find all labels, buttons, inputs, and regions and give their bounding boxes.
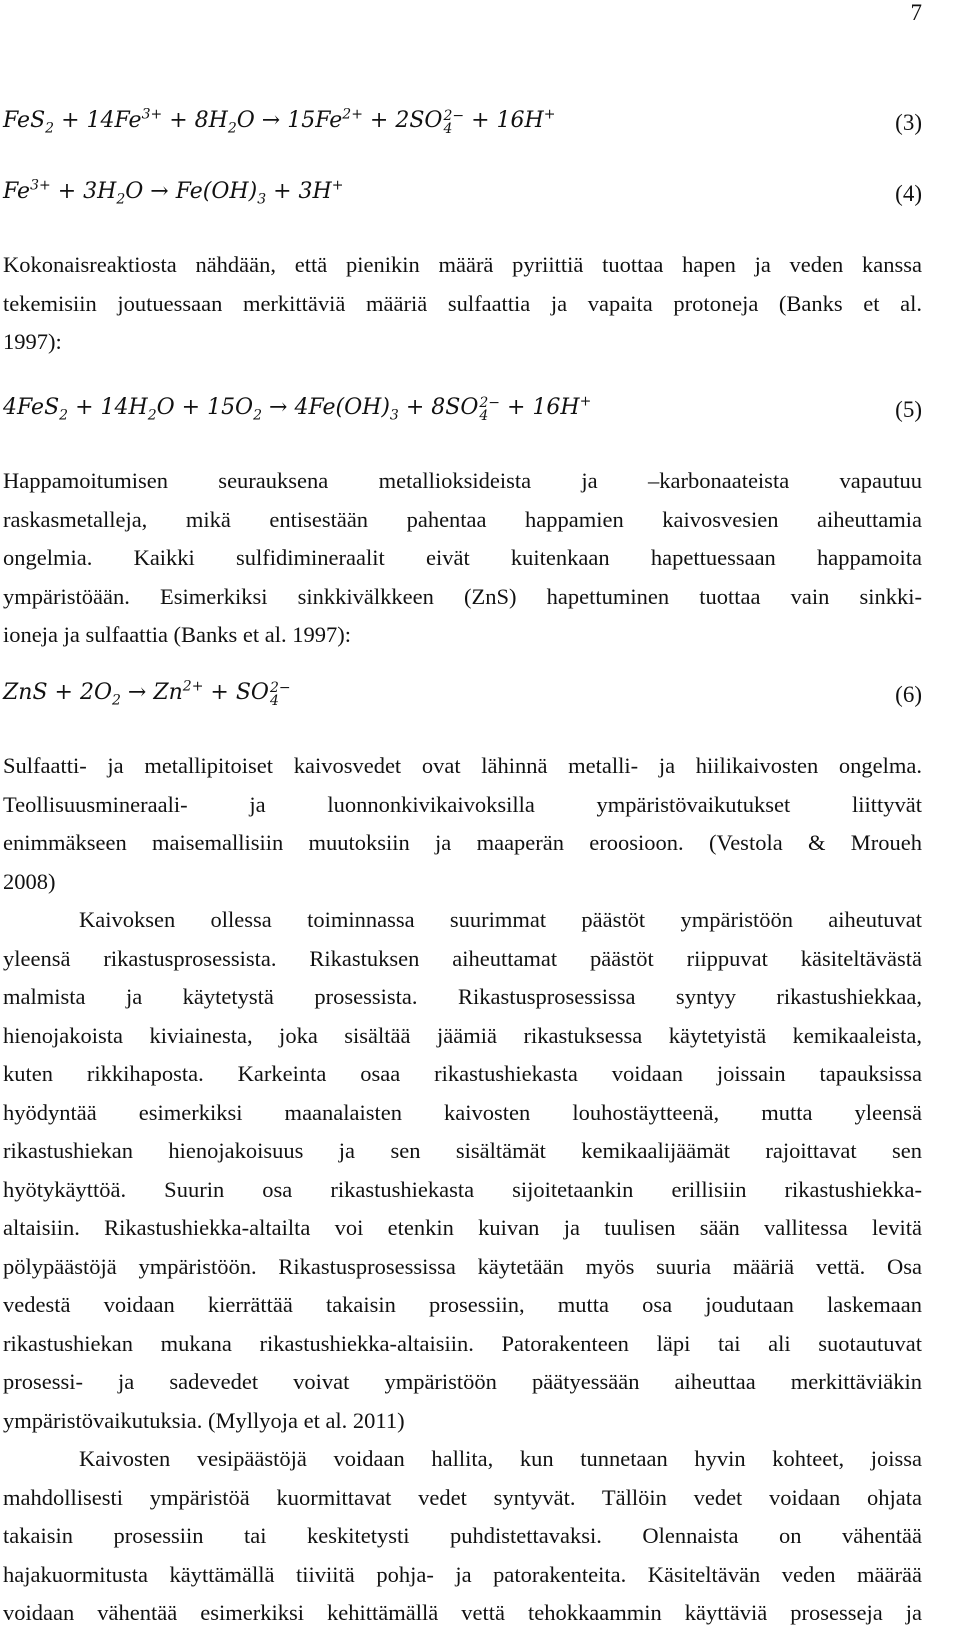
page-number: 7	[910, 0, 922, 25]
text-line: hienojakoista kiviainesta, joka sisältää jäämiä rikastuksessa käytetyistä kemikaaleista,	[3, 1022, 922, 1048]
text-line: yleensä rikastusprosessista. Rikastuksen aiheuttamat päästöt riippuvat käsiteltävästä	[3, 945, 922, 971]
equation-6	[3, 676, 922, 718]
text-line: ympäristöään. Esimerkiksi sinkkivälkkeen (ZnS) hapettuminen tuottaa vain sinkki-	[3, 583, 922, 609]
text-line: voidaan vähentää esimerkiksi kehittämällä vettä tehokkaammin käyttäviä prosesseja ja	[3, 1600, 922, 1625]
equation-4-formula: $Fe^{3+} + 3H_2O \to Fe(OH)_3 + 3H^+$	[3, 177, 344, 208]
equation-3	[3, 104, 922, 146]
text-line: kuten rikkihaposta. Karkeinta osaa rikastushiekasta voidaan joissain tapauksissa	[3, 1061, 922, 1086]
text-line: hyödyntää esimerkiksi maanalaisten kaivosten louhostäytteenä, mutta yleensä	[3, 1099, 922, 1125]
text-line: hajakuormitusta käyttämällä tiiviitä pohja- ja patorakenteita. Käsiteltävän veden määrää	[3, 1561, 922, 1587]
equation-3-number: (3)	[895, 110, 922, 135]
text-line: Sulfaatti- ja metallipitoiset kaivosvedet ovat lähinnä metalli- ja hiilikaivosten ongelma.	[3, 753, 922, 778]
text-line: Kaivoksen ollessa toiminnassa suurimmat päästöt ympäristöön aiheutuvat	[79, 907, 922, 932]
paragraph-1	[3, 246, 922, 362]
equation-5-formula: $4FeS_2 + 14H_2O + 15O_2 \to 4Fe(OH)_3 + 8SO$ 2− 4 + 16H+	[3, 393, 592, 424]
equation-3-formula: $FeS_2 + 14Fe^{3+} + 8H_2O \to 15Fe^{2+} + 2SO$ 2− 4 + 16H+	[3, 106, 556, 137]
paragraph-3	[3, 747, 922, 1633]
text-line: ympäristövaikutuksia. (Myllyoja et al. 2011)	[3, 1407, 405, 1433]
text-line: raskasmetalleja, mikä entisestään pahentaa happamien kaivosvesien aiheuttamia	[3, 506, 922, 532]
text-line: altaisiin. Rikastushiekka-altailta voi etenkin kuivan ja tuulisen sään vallitessa levitä	[3, 1215, 922, 1240]
text-line: Happamoitumisen seurauksena metallioksideista ja –karbonaateista vapautuu	[3, 468, 922, 493]
text-line: Kaivosten vesipäästöjä voidaan hallita, kun tunnetaan hyvin kohteet, joissa	[79, 1446, 922, 1471]
equation-5	[3, 391, 922, 433]
text-line: enimmäkseen maisemallisiin muutoksiin ja maaperän eroosioon. (Vestola & Mroueh	[3, 830, 922, 855]
equation-6-number: (6)	[895, 682, 922, 707]
text-line: Kokonaisreaktiosta nähdään, että pienikin määrä pyriittiä tuottaa hapen ja veden kanssa	[3, 252, 922, 277]
text-line: hyötykäyttöä. Suurin osa rikastushiekasta sijoitetaankin erillisiin rikastushiekka-	[3, 1176, 922, 1202]
text-line: ongelmia. Kaikki sulfidimineraalit eivät kuitenkaan hapettuessaan happamoita	[3, 545, 922, 570]
text-line: rikastushiekan mukana rikastushiekka-altaisiin. Patorakenteen läpi tai ali suotautuvat	[3, 1330, 922, 1356]
text-line: vedestä voidaan kierrättää takaisin prosessiin, mutta osa joudutaan laskemaan	[3, 1292, 922, 1317]
text-line: pölypäästöjä ympäristöön. Rikastusprosessissa käytetään myös suuria määriä vettä. Osa	[3, 1253, 922, 1279]
equation-6-formula: ZnS + $2O_2 \to Zn^{2+}$ + SO 2− 4	[3, 678, 291, 709]
text-line: prosessi- ja sadevedet voivat ympäristöön päätyessään aiheuttaa merkittäviäkin	[3, 1369, 922, 1394]
equation-4-number: (4)	[895, 181, 922, 206]
text-line: malmista ja käytetystä prosessista. Rikastusprosessissa syntyy rikastushiekkaa,	[3, 984, 922, 1009]
text-line: mahdollisesti ympäristöä kuormittavat vedet syntyvät. Tällöin vedet voidaan ohjata	[3, 1484, 922, 1510]
text-line: tekemisiin joutuessaan merkittäviä määriä sulfaattia ja vapaita protoneja (Banks et al.	[3, 290, 922, 316]
text-line: 2008)	[3, 868, 56, 894]
paragraph-2	[3, 462, 922, 655]
equation-5-number: (5)	[895, 397, 922, 422]
text-line: Teollisuusmineraali- ja luonnonkivikaivoksilla ympäristövaikutukset liittyvät	[3, 791, 922, 817]
text-line: ioneja ja sulfaattia (Banks et al. 1997):	[3, 622, 352, 647]
text-line: 1997):	[3, 329, 62, 354]
equation-4	[3, 175, 922, 217]
text-line: takaisin prosessiin tai keskitetysti puhdistettavaksi. Olennaista on vähentää	[3, 1523, 922, 1548]
text-line: rikastushiekan hienojakoisuus ja sen sisältämät kemikaalijäämät rajoittavat sen	[3, 1138, 922, 1163]
